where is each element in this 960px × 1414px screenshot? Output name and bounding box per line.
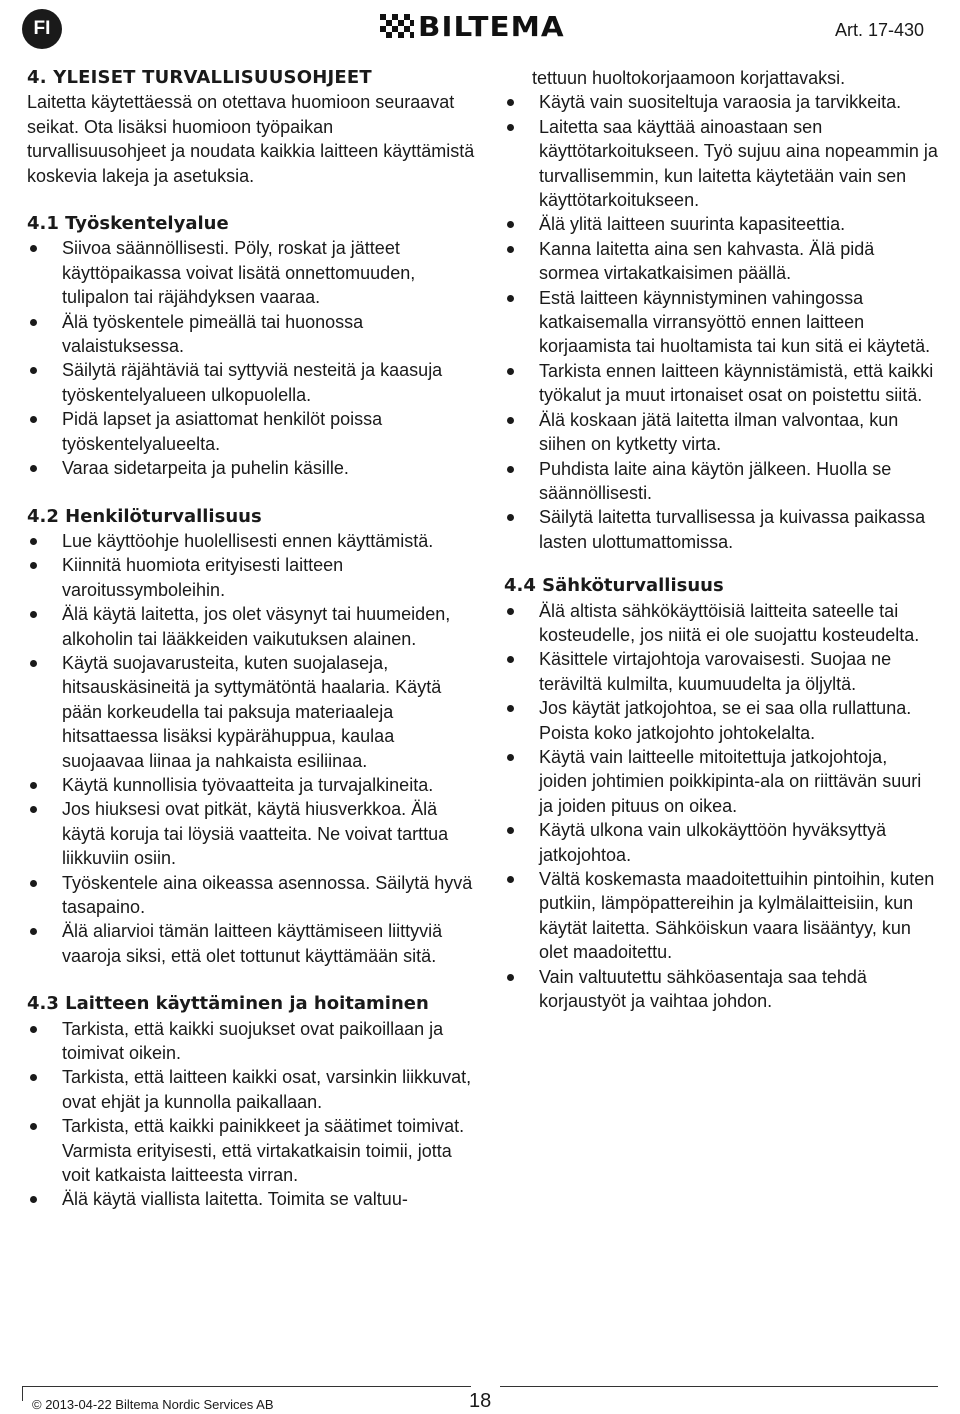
footer-divider-right <box>500 1386 938 1387</box>
list-item: Älä ylitä laitteen suurinta kapasiteettia. <box>504 212 939 236</box>
list-item: Käytä suojavarusteita, kuten suojalaseja, hitsauskäsineitä ja syttymätöntä haalaria. Käytä pään korkeudella tai paksuja materiaaleja hitsattaessa lisäksi kypärähuppua, kaulaa suojaavaa liinaa ja nahkaista esiliinaa. <box>27 651 475 773</box>
bullet-icon <box>30 1026 37 1033</box>
bullet-icon <box>30 367 37 374</box>
page-footer <box>0 1384 960 1414</box>
bullet-icon <box>507 466 514 473</box>
list-item: Älä aliarvioi tämän laitteen käyttämiseen liittyviä vaaroja siksi, että olet tottunut käyttämään sitä. <box>27 919 475 968</box>
bullet-icon <box>30 806 37 813</box>
list-item: Käytä vain laitteelle mitoitettuja jatkojohtoja, joiden johtimien poikkipinta-ala on riittävän suuri ja joiden pituus on oikea. <box>504 745 939 818</box>
copyright-text: © 2013-04-22 Biltema Nordic Services AB <box>32 1397 274 1412</box>
list-item: Tarkista, että kaikki suojukset ovat paikoillaan ja toimivat oikein. <box>27 1017 475 1066</box>
list-item: Kanna laitetta aina sen kahvasta. Älä pidä sormea virtakatkaisimen päällä. <box>504 237 939 286</box>
section-4-3-list <box>27 1017 475 1212</box>
bullet-icon <box>30 465 37 472</box>
bullet-icon <box>507 368 514 375</box>
list-item: Estä laitteen käynnistyminen vahingossa katkaisemalla virransyöttö ennen laitteen korjaamista tai huoltamista tai kun sitä ei käytetä. <box>504 286 939 359</box>
section-4-4-list <box>504 599 939 1014</box>
list-item: Älä käytä laitetta, jos olet väsynyt tai huumeiden, alkoholin tai lääkkeiden vaikutuksen alainen. <box>27 602 475 651</box>
list-item: Laitetta saa käyttää ainoastaan sen käyttötarkoitukseen. Työ sujuu aina nopeammin ja turvallisemmin, kun laitetta käytetään vain sen käyttötarkoitukseen. <box>504 115 939 213</box>
bullet-icon <box>507 99 514 106</box>
bullet-icon <box>507 974 514 981</box>
section-4-2-title: 4.2 Henkilöturvallisuus <box>27 505 262 527</box>
list-item: Varaa sidetarpeita ja puhelin käsille. <box>27 456 475 480</box>
list-item: Vältä koskemasta maadoitettuihin pintoihin, kuten putkiin, lämpöpattereihin ja kylmälaitteisiin, kun käytät laitetta. Sähköiskun vaara lisääntyy, kun olet maadoitettu. <box>504 867 939 965</box>
list-item: Käytä ulkona vain ulkokäyttöön hyväksyttyä jatkojohtoa. <box>504 818 939 867</box>
list-item: Älä työskentele pimeällä tai huonossa valaistuksessa. <box>27 310 475 359</box>
right-column <box>504 66 939 1013</box>
bullet-icon <box>507 295 514 302</box>
bullet-icon <box>507 705 514 712</box>
bullet-icon <box>30 611 37 618</box>
bullet-icon <box>507 656 514 663</box>
bullet-icon <box>30 562 37 569</box>
list-item: Kiinnitä huomiota erityisesti laitteen varoitussymboleihin. <box>27 553 475 602</box>
page-header <box>0 0 960 62</box>
left-column <box>27 66 475 1212</box>
brand-name: BILTEMA <box>418 10 565 43</box>
bullet-icon <box>507 754 514 761</box>
section-4-3-list-continued <box>504 90 939 554</box>
bullet-icon <box>507 417 514 424</box>
list-item: Tarkista ennen laitteen käynnistämistä, että kaikki työkalut ja muut irtonaiset osat on poistettu siitä. <box>504 359 939 408</box>
section-4-4-title: 4.4 Sähköturvallisuus <box>504 575 724 597</box>
bullet-icon <box>507 514 514 521</box>
bullet-icon <box>30 245 37 252</box>
bullet-icon <box>30 660 37 667</box>
list-item: Käytä kunnollisia työvaatteita ja turvajalkineita. <box>27 773 475 797</box>
bullet-icon <box>30 416 37 423</box>
list-item: Siivoa säännöllisesti. Pöly, roskat ja jätteet käyttöpaikassa voivat lisätä onnettomuuden, tulipalon tai räjähdyksen vaaraa. <box>27 236 475 309</box>
bullet-icon <box>30 782 37 789</box>
biltema-logo <box>380 12 585 42</box>
bullet-icon <box>30 1074 37 1081</box>
article-number: Art. 17-430 <box>834 20 924 40</box>
list-item: Älä koskaan jätä laitetta ilman valvontaa, kun siihen on kytketty virta. <box>504 408 939 457</box>
section-4-title: 4. YLEISET TURVALLISUUSOHJEET <box>27 67 372 88</box>
section-4-1-list <box>27 236 475 480</box>
list-item: Vain valtuutettu sähköasentaja saa tehdä korjaustyöt ja vaihtaa johdon. <box>504 965 939 1014</box>
page-number: 18 <box>469 1390 492 1412</box>
bullet-icon <box>507 876 514 883</box>
bullet-icon <box>30 928 37 935</box>
list-item: Jos käytät jatkojohtoa, se ei saa olla rullattuna. Poista koko jatkojohto johtokelalta. <box>504 696 939 745</box>
section-4-intro: Laitetta käytettäessä on otettava huomioon seuraavat seikat. Ota lisäksi huomioon työpaikan turvallisuusohjeet ja noudata kaikkia laitteen käyttämistä koskevia lakeja ja asetuksia. <box>27 92 475 186</box>
bullet-icon <box>30 880 37 887</box>
list-item: Käsittele virtajohtoja varovaisesti. Suojaa ne teräviltä kulmilta, kuumuudelta ja öljyltä. <box>504 647 939 696</box>
list-item: Tarkista, että kaikki painikkeet ja säätimet toimivat. Varmista erityisesti, että virtakatkaisin toimii, jotta voit katkaista laitteesta virran. <box>27 1114 475 1187</box>
section-4-1-title: 4.1 Työskentelyalue <box>27 213 229 235</box>
list-item: Säilytä laitetta turvallisessa ja kuivassa paikassa lasten ulottumattomissa. <box>504 505 939 554</box>
section-4-3-title: 4.3 Laitteen käyttäminen ja hoitaminen <box>27 993 429 1015</box>
bullet-icon <box>507 827 514 834</box>
checkered-flag-icon <box>380 14 414 40</box>
list-item: Puhdista laite aina käytön jälkeen. Huolla se säännöllisesti. <box>504 457 939 506</box>
language-badge: FI <box>22 9 62 49</box>
list-item: Käytä vain suositeltuja varaosia ja tarvikkeita. <box>504 90 939 114</box>
bullet-icon <box>30 538 37 545</box>
bullet-icon <box>30 1196 37 1203</box>
bullet-icon <box>507 246 514 253</box>
list-item: Työskentele aina oikeassa asennossa. Säilytä hyvä tasapaino. <box>27 871 475 920</box>
list-item: Älä käytä viallista laitetta. Toimita se valtuu- <box>27 1187 475 1211</box>
bullet-icon <box>30 319 37 326</box>
list-item: Jos hiuksesi ovat pitkät, käytä hiusverkkoa. Älä käytä koruja tai löysiä vaatteita. Ne voivat tarttua liikkuviin osiin. <box>27 797 475 870</box>
list-item: Säilytä räjähtäviä tai syttyviä nesteitä ja kaasuja työskentelyalueen ulkopuolella. <box>27 358 475 407</box>
list-item: Tarkista, että laitteen kaikki osat, varsinkin liikkuvat, ovat ehjät ja kunnolla paikallaan. <box>27 1065 475 1114</box>
list-item: Pidä lapset ja asiattomat henkilöt poissa työskentelyalueelta. <box>27 407 475 456</box>
bullet-icon <box>507 608 514 615</box>
list-item: Lue käyttöohje huolellisesti ennen käyttämistä. <box>27 529 475 553</box>
list-item: Älä altista sähkökäyttöisiä laitteita sateelle tai kosteudelle, jos niitä ei ole suojattu kosteudelta. <box>504 599 939 648</box>
bullet-icon <box>507 221 514 228</box>
section-4-3-continuation: tettuun huoltokorjaamoon korjattavaksi. <box>532 68 846 88</box>
bullet-icon <box>507 124 514 131</box>
bullet-icon <box>30 1123 37 1130</box>
section-4-2-list <box>27 529 475 968</box>
